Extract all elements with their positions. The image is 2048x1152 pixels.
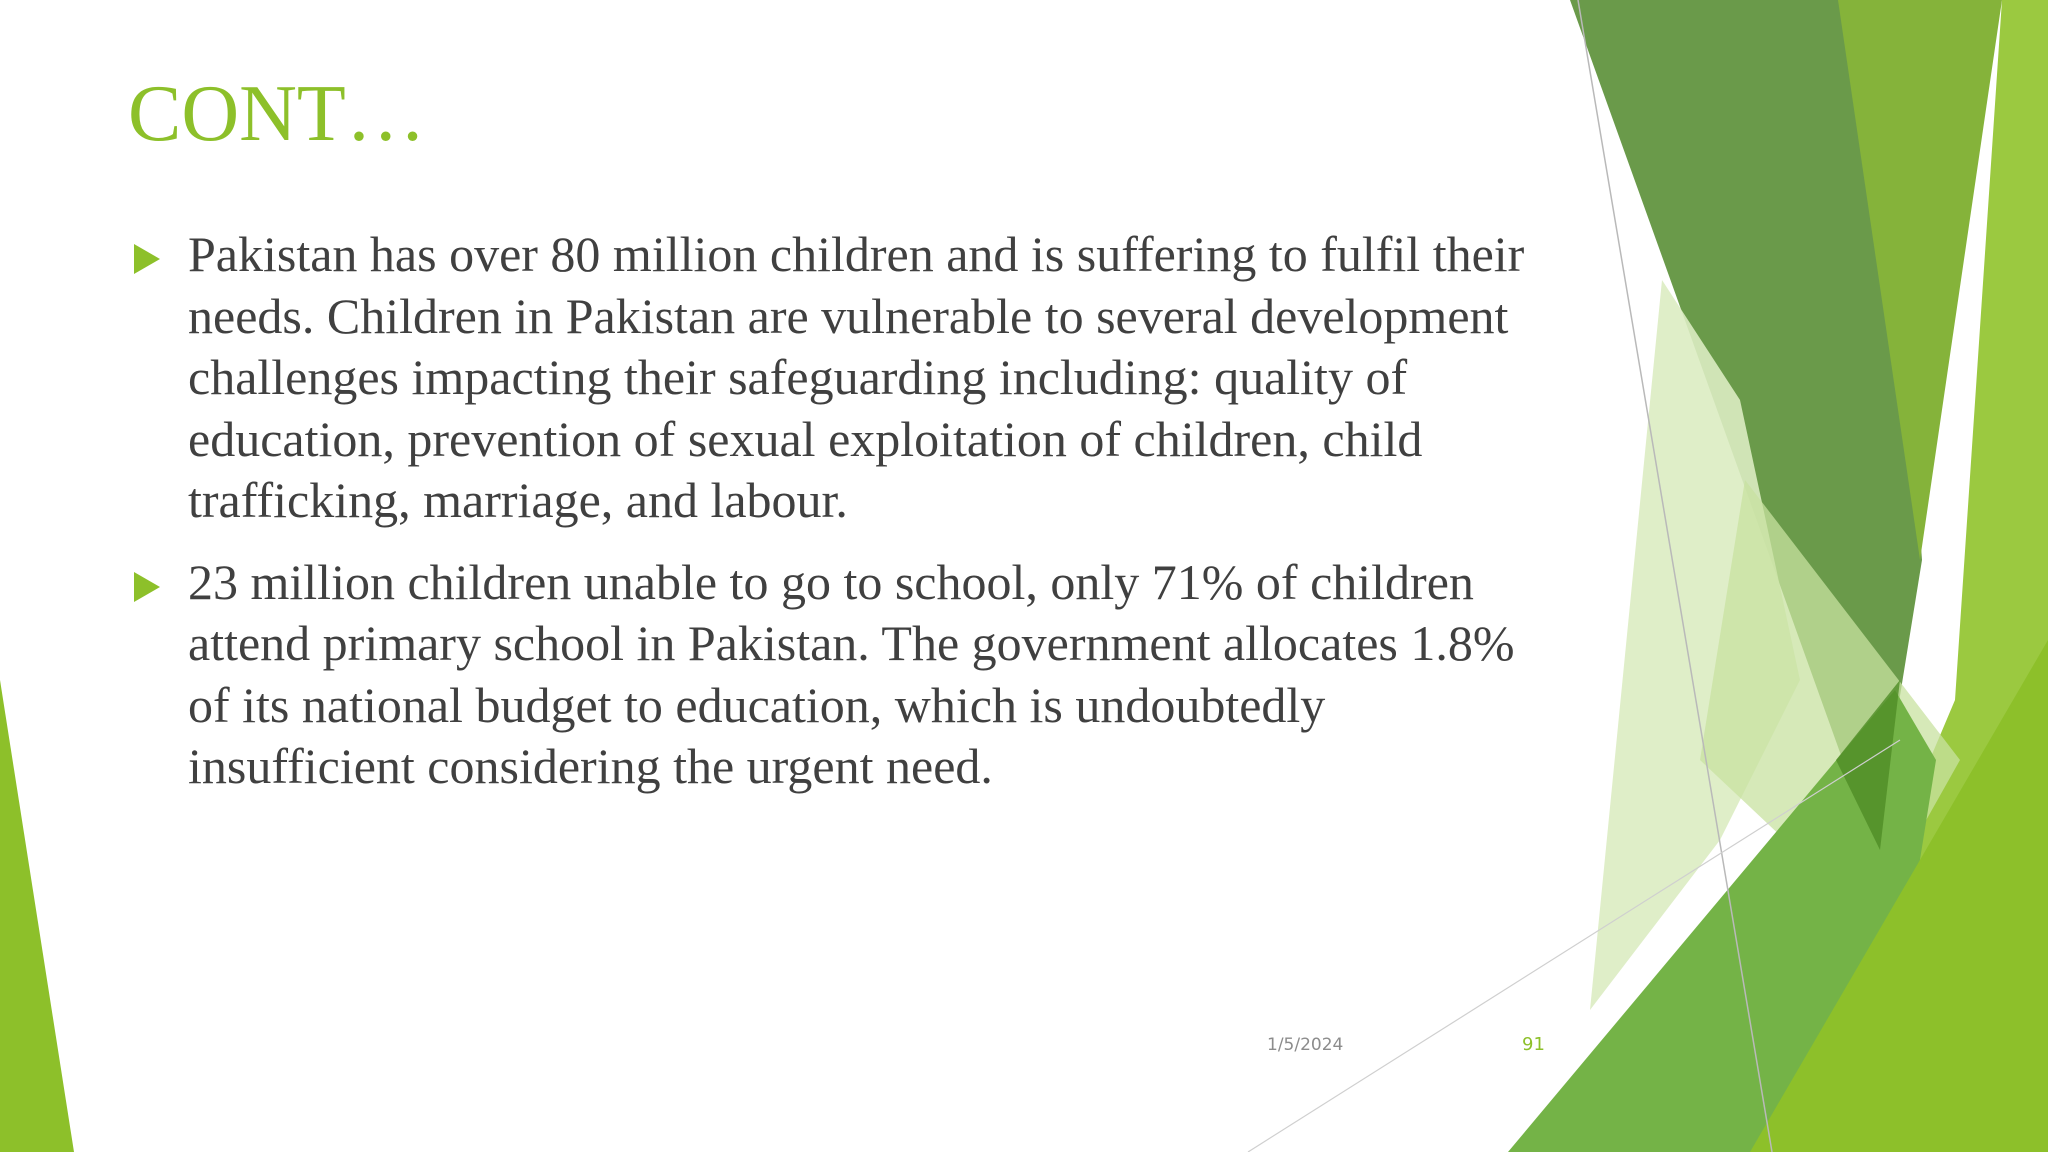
triangle-bullet-icon	[134, 244, 160, 274]
footer-date: 1/5/2024	[1267, 1035, 1344, 1055]
bullet-list	[130, 224, 1530, 818]
bullet-text: Pakistan has over 80 million children and is suffering to fulfil their needs. Children in Pakistan are vulnerable to several development challenges impacting their safeguarding including: quality of education, prevention of sexual exploitation of children, child trafficking, marriage, and labour.	[188, 226, 1525, 528]
left-green-sliver	[0, 680, 74, 1152]
bullet-item	[130, 224, 1530, 532]
bullet-text: 23 million children unable to go to school, only 71% of children attend primary school in Pakistan. The government allocates 1.8% of its national budget to education, which is undoubtedly insufficient considering the urgent need.	[188, 553, 1515, 794]
bullet-item	[130, 552, 1530, 798]
footer-page-number: 91	[1522, 1034, 1545, 1055]
slide-title: CONT…	[128, 70, 426, 158]
triangle-bullet-icon	[134, 572, 160, 602]
